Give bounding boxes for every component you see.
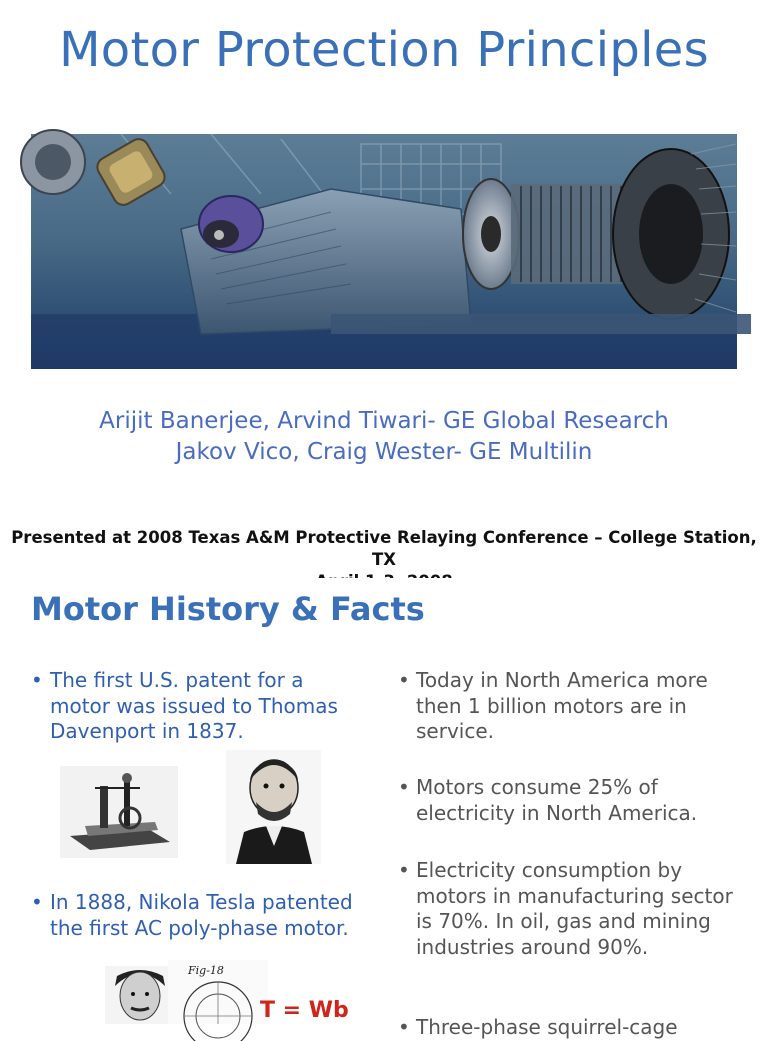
- industrial-motors-banner-image: [31, 134, 737, 369]
- bullet-text: Three-phase squirrel-cage: [416, 1015, 678, 1039]
- left-column: [0, 578, 380, 1024]
- right-column: [390, 578, 768, 1039]
- presented-conference: Presented at 2008 Texas A&M Protective Relaying Conference – College Station, TX: [11, 528, 757, 569]
- bullet-item: [398, 1015, 743, 1041]
- bullet-text: Electricity consumption by motors in manufacturing sector is 70%. In oil, gas and mining industries around 90%.: [416, 858, 733, 959]
- bullet-dot: •: [398, 858, 410, 882]
- bullet-dot: •: [31, 890, 43, 914]
- bullet-text: In 1888, Nikola Tesla patented the first AC poly-phase motor.: [50, 890, 353, 940]
- bullet-text: Today in North America more then 1 billion motors are in service.: [416, 668, 708, 743]
- tesla-patent-drawing: [168, 960, 268, 1024]
- davenport-portrait: [226, 750, 321, 864]
- bullet-dot: •: [398, 775, 410, 799]
- authors-line-2: Jakov Vico, Craig Wester- GE Multilin: [175, 439, 593, 465]
- bullet-item: [31, 668, 361, 745]
- bullet-text: The first U.S. patent for a motor was issued to Thomas Davenport in 1837.: [50, 668, 338, 743]
- bullet-item: [31, 890, 361, 941]
- formula-text: T = Wb: [260, 998, 349, 1023]
- torque-formula: [260, 998, 349, 1024]
- bullet-item: [398, 858, 743, 960]
- bullet-dot: •: [31, 668, 43, 692]
- bullet-item: [398, 775, 743, 826]
- slide-title: Motor History & Facts: [31, 590, 425, 628]
- bullet-item: [398, 668, 743, 745]
- banner-illustration: [31, 134, 737, 369]
- tesla-portrait: [105, 966, 175, 1024]
- authors-line-1: Arijit Banerjee, Arvind Tiwari- GE Global Research: [99, 408, 669, 434]
- bullet-dot: •: [398, 1015, 410, 1039]
- bullet-dot: •: [398, 668, 410, 692]
- presented-at-text: [0, 527, 768, 578]
- history-facts-slide: [0, 578, 768, 1039]
- figure-label: Fig-18: [188, 964, 224, 977]
- slide-title: Motor Protection Principles: [59, 22, 709, 78]
- davenport-motor-photo: [60, 766, 178, 858]
- bullet-text: Motors consume 25% of electricity in North America.: [416, 775, 698, 825]
